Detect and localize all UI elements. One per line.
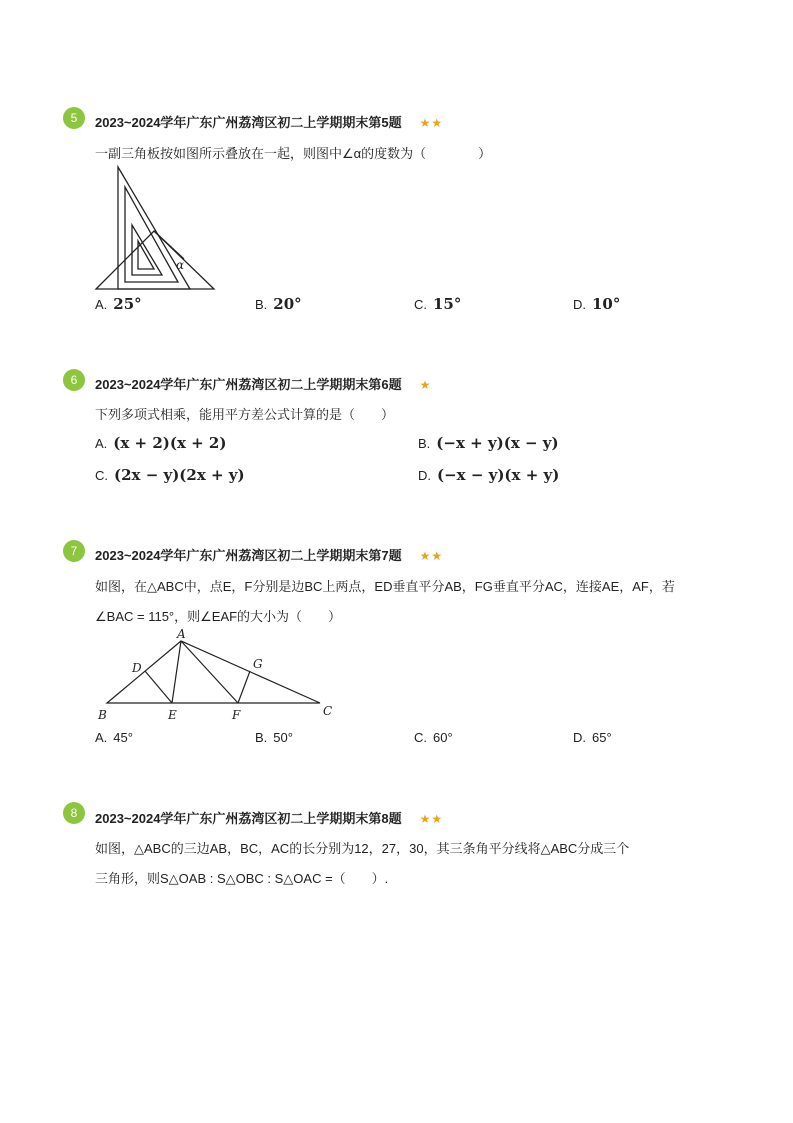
label-e: E <box>168 708 177 722</box>
option-label: D. <box>418 468 431 483</box>
option-value: 25° <box>113 295 142 313</box>
label-b: B <box>98 708 107 722</box>
option-a[interactable] <box>95 295 142 313</box>
question-title <box>95 112 443 131</box>
question-number-badge: 7 <box>63 540 85 562</box>
option-value: 50° <box>273 730 293 745</box>
option-value: 10° <box>592 295 621 313</box>
option-value: 60° <box>433 730 453 745</box>
question-stem: 一副三角板按如图所示叠放在一起，则图中∠α的度数为（ ） <box>95 146 492 161</box>
question-stem-line-2: 三角形，则S△OAB : S△OBC : S△OAC =（ ）. <box>95 871 389 886</box>
triangle-abc-figure <box>95 625 340 725</box>
question-stem: 下列多项式相乘，能用平方差公式计算的是（ ） <box>95 407 395 422</box>
option-a[interactable] <box>95 434 226 452</box>
difficulty-stars: ★★ <box>419 812 444 826</box>
option-b[interactable] <box>255 730 293 745</box>
question-number-badge: 6 <box>63 369 85 391</box>
question-title <box>95 545 443 564</box>
label-c: C <box>323 704 333 718</box>
option-label: A. <box>95 297 108 312</box>
question-title <box>95 808 443 827</box>
alpha-label: α <box>176 258 185 272</box>
question-title <box>95 374 431 393</box>
option-d[interactable] <box>418 466 559 484</box>
option-c[interactable] <box>95 466 245 484</box>
option-value: (x + 2)(x + 2) <box>113 434 227 452</box>
label-g: G <box>253 657 263 671</box>
option-label: C. <box>95 468 108 483</box>
label-a: A <box>177 627 186 641</box>
difficulty-stars: ★ <box>419 378 432 392</box>
option-label: A. <box>95 436 108 451</box>
triangle-rulers-figure <box>94 165 219 290</box>
option-value: (−x + y)(x − y) <box>436 434 559 452</box>
question-title-text: 2023~2024学年广东广州荔湾区初二上学期期末第8题 <box>95 811 402 826</box>
question-stem-line-2: ∠BAC = 115°，则∠EAF的大小为（ ） <box>95 609 342 624</box>
option-d[interactable] <box>573 730 612 745</box>
option-label: B. <box>255 730 268 745</box>
option-value: (−x − y)(x + y) <box>437 466 560 484</box>
option-label: C. <box>414 297 427 312</box>
option-label: B. <box>255 297 268 312</box>
option-c[interactable] <box>414 295 461 313</box>
option-label: D. <box>573 730 586 745</box>
question-title-text: 2023~2024学年广东广州荔湾区初二上学期期末第5题 <box>95 115 402 130</box>
option-d[interactable] <box>573 295 620 313</box>
option-b[interactable] <box>255 295 302 313</box>
label-d: D <box>132 661 142 675</box>
label-f: F <box>232 708 241 722</box>
option-value: (2x − y)(2x + y) <box>114 466 245 484</box>
option-value: 45° <box>113 730 133 745</box>
option-value: 20° <box>273 295 302 313</box>
question-title-text: 2023~2024学年广东广州荔湾区初二上学期期末第7题 <box>95 548 402 563</box>
option-label: D. <box>573 297 586 312</box>
difficulty-stars: ★★ <box>419 116 444 130</box>
question-title-text: 2023~2024学年广东广州荔湾区初二上学期期末第6题 <box>95 377 402 392</box>
question-stem-line-1: 如图，△ABC的三边AB，BC，AC的长分别为12，27，30，其三条角平分线将△ABC分成三个 <box>95 841 630 856</box>
option-a[interactable] <box>95 730 133 745</box>
option-label: C. <box>414 730 427 745</box>
difficulty-stars: ★★ <box>419 549 444 563</box>
question-stem-line-1: 如图，在△ABC中，点E，F分别是边BC上两点，ED垂直平分AB，FG垂直平分AC，连接AE，AF，若 <box>95 579 675 594</box>
option-b[interactable] <box>418 434 559 452</box>
option-value: 65° <box>592 730 612 745</box>
option-label: B. <box>418 436 431 451</box>
question-number-badge: 5 <box>63 107 85 129</box>
option-value: 15° <box>433 295 462 313</box>
option-label: A. <box>95 730 108 745</box>
question-number-badge: 8 <box>63 802 85 824</box>
option-c[interactable] <box>414 730 453 745</box>
